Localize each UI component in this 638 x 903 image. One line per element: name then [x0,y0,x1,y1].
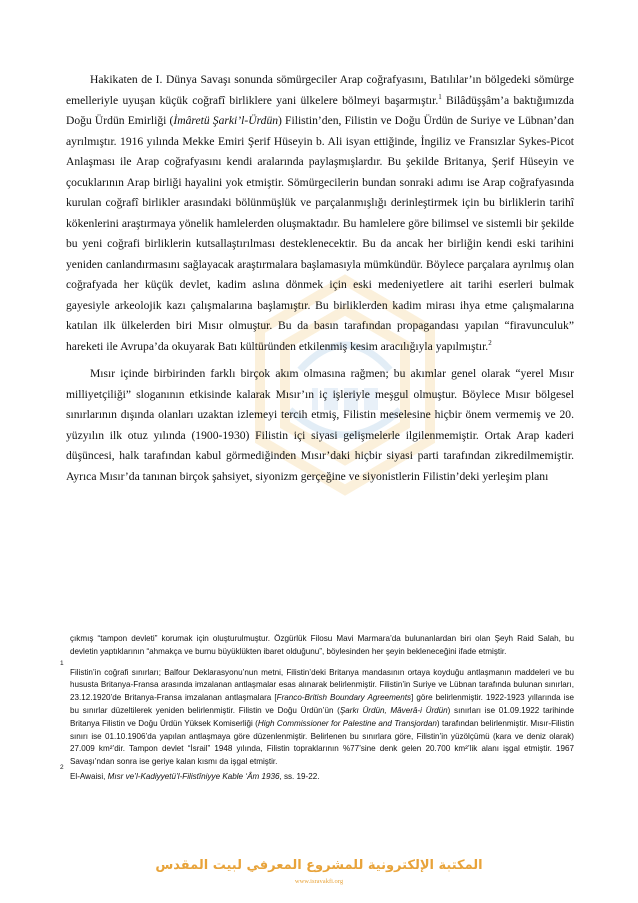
footer-url-link[interactable]: www.isravakfi.org [294,878,344,885]
footnote-2: 2 El-Awaisi, Mısr ve’l-Kadiyyetü’l-Filistîniyye Kable ‘Âm 1936, ss. 19-22. [60,763,320,781]
footnote-ref-1[interactable]: 1 [438,92,442,101]
footnote-1: 1 Filistin’in coğrafi sınırları; Balfour Deklarasyonu’nun metni, Filistin’deki Britanya mandasının ortaya koyduğu antlaşmanın maddeleri ve bu hususta Britanya-Fransa arasında imzalanan antlaşmalar esas alınarak belirlenmiştir. Filistin’in Suriye ve Lübnan tarafında bulunan sınırları, 23.12.1920’de Britanya-Fransa imzalanan antlaşmalara [Franco-British Boundary Agreements] göre belirlenmiştir. 1922-1923 yıllarında ise bu sınırlar düzeltilerek yeniden belirlenmiştir. Filistin ve Doğu Ürdün’ün (Şarkı Ürdün, Mâverâ-i Ürdün) sınırları ise 01.09.1922 tarihinde Britanya Filistin ve Doğu Ürdün Yüksek Komiserliği (High Commissioner for Palestine and Transjordan) tarafından belirlenmiştir. Mısır-Filistin sınırı ise 01.10.1906’da yapılan antlaşmaya göre düzenlenmiştir. Belirlenen bu sınırlara göre, Filistin’in yüzölçümü (kara ve deniz olarak) 27.009 km²’dir. Tampon devlet “İsrail” 1948 yılında, Filistin topraklarının %77’sine denk gelen 20.700 km²’lik alanı işgal etmiştir. 1967 Savaşı’ndan sonra ise geriye kalan kısmı da işgal etmiştir. [60,659,575,767]
footnotes [62,633,574,786]
paragraph-1: Hakikaten de I. Dünya Savaşı sonunda sömürgeciler Arap coğrafyasını, Batılılar’ın bölgedeki sömürge emelleriyle uyuşan küçük coğrafî birliklere yani ülkelere bölmeyi başarmıştır.$^1$ Bilâdüşşâm’a baktığımızda Doğu Ürdün Emirliği (İmâretü Şarki’l-Ürdün) Filistin’den, Filistin ve Doğu Ürdün de Suriye ve Lübnan’dan ayrılmıştır. 1916 yılında Mekke Emiri Şerif Hüseyin b. Ali isyan ettiğinde, İngiliz ve Fransızlar Sykes-Picot Anlaşması ile Arap coğrafyasını kendi aralarında paylaşmışlardır. Bu şekilde Britanya, Şerif Hüseyin ve çocuklarının Arap birliği hayalini yok etmiştir. Sömürgecilerin bundan sonraki adımı ise Arap coğrafyasında kurulan coğrafî birlikler arasındaki bölünmüşlük ve parçalanmışlığı derinleştirmek için bu birliklerin tarihî kökenlerini araştırmaya yönelik hamlelerden oluşmaktadır. Bu hamlelere göre bilimsel ve sistemli bir şekilde bu yeni coğrafi birliklerin kutsallaştırılması desteklenecektir. Bu da ancak her birliğin kendi eski tarihini yeniden canlandırmasını sağlayacak araştırmalara başlamasıyla mümkündür. Böylece parçalara ayrılmış olan coğrafyada her küçük devlet, kadim aslına dönmek için eski medeniyetlere ait tarihi eserleri bulmak gayesiyle arkeolojik kazı çalışmalarına başlamıştır. Bu birliklerden kadim mirası ihya etme çalışmalarına katılan ilk ülkelerden biri Mısır olmuştur. Bu da basın tarafından propagandası yapılan “firavunculuk” hareketi ile Avrupa’da okuyarak Batı kültüründen etkilenmiş kesim aracılığıyla yapılmıştır.$^2$ [66,73,574,353]
footer-library-name: المكتبة الإلكترونية للمشروع المعرفي لبيت المقدس [155,858,483,873]
footnote-ref-2[interactable]: 2 [488,338,492,347]
paragraph-2: Mısır içinde birbirinden farklı birçok akım olmasına rağmen; bu akımlar genel olarak “yerel Mısır milliyetçiliği” sloganının etkisinde kalarak Mısır’ın iç işleriyle meşgul olmuştur. Böylece Mısır bölgesel sınırlarının dışında olanları uzaktan izlemeyi tercih etmiş, Filistin meselesine hiçbir önem vermemiş ve 20. yüzyılın ilk otuz yılında (1900-1930) Filistin içi siyasi gelişmelerle ilgilenmemiştir. Ortak Arap kaderi düşüncesi, halk tarafından kabul görmediğinden Mısır’daki hiçbir siyasi parti tarafından zikredilmemiştir. Ayrıca Mısır’da tanınan birçok şahsiyet, siyonizm gerçeğine ve siyonistlerin Filistin’deki yerleşim planı [66,367,574,483]
body-text [66,70,574,494]
footnote-continuation: çıkmış “tampon devleti” korumak için oluşturulmuştur. Özgürlük Filosu Mavi Marmara’da bulunanlardan biri olan Şeyh Raid Salah, bu devletin yaptıklarının “ahmakça ve burnu büyüklükten ibaret olduğunu”, böylesinden her şeyin bekleneceğini ifade etmiştir. [70,634,574,656]
